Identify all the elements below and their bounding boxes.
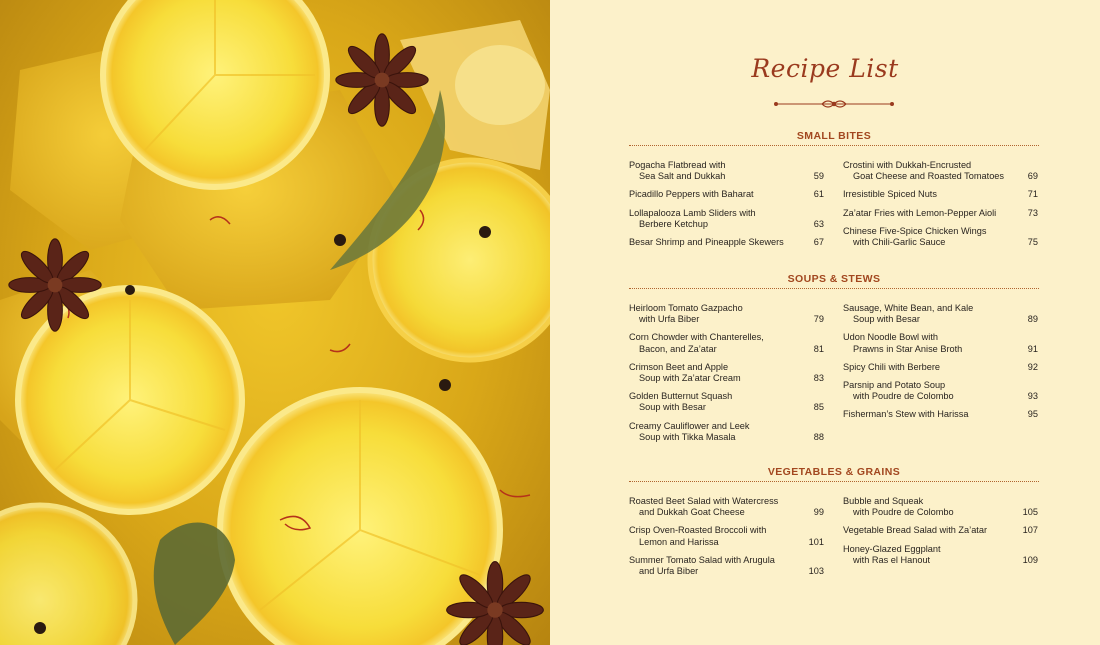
- recipe-page-number: 105: [1022, 507, 1038, 518]
- title-ornament-divider: [772, 98, 896, 110]
- recipe-page-number: 67: [813, 237, 824, 248]
- recipe-title-line1: Sausage, White Bean, and Kale: [843, 303, 974, 313]
- section-dotted-rule: [629, 481, 1039, 482]
- recipe-title-line2: with Poudre de Colombo: [853, 391, 954, 402]
- recipe-page-number: 59: [813, 171, 824, 182]
- recipe-page-number: 71: [1027, 189, 1038, 200]
- recipe-entry: [843, 189, 1038, 200]
- recipe-title-line1: Pogacha Flatbread with: [629, 160, 726, 170]
- recipe-title-line1: Irresistible Spiced Nuts: [843, 189, 937, 200]
- recipe-entry: [843, 226, 1038, 248]
- recipe-title-line2: Lemon and Harissa: [639, 536, 719, 547]
- section-dotted-rule: [629, 145, 1039, 146]
- recipe-entry: [629, 332, 824, 354]
- section-heading: SMALL BITES: [796, 130, 872, 142]
- recipe-entry: [629, 208, 824, 230]
- recipe-page-number: 103: [808, 566, 824, 577]
- recipe-entry: [629, 362, 824, 384]
- recipe-page-number: 109: [1022, 554, 1038, 565]
- recipe-title-line2: and Urfa Biber: [639, 566, 699, 577]
- recipe-title-line1: Heirloom Tomato Gazpacho: [629, 303, 743, 313]
- recipe-title-line1: Udon Noodle Bowl with: [843, 332, 938, 343]
- recipe-column-left: [629, 160, 824, 255]
- recipe-title-line2: with Chili-Garlic Sauce: [853, 237, 946, 248]
- recipe-title-line1: Bubble and Squeak: [843, 496, 924, 506]
- recipe-title-line1: Summer Tomato Salad with Arugula: [629, 554, 775, 565]
- recipe-title-line1: Lollapalooza Lamb Sliders with: [629, 207, 756, 218]
- recipe-title-line1: Crimson Beet and Apple: [629, 361, 729, 372]
- recipe-title-line1: Za’atar Fries with Lemon-Pepper Aioli: [843, 207, 997, 218]
- recipe-entry: [843, 496, 1038, 518]
- recipe-entry: [629, 421, 824, 443]
- recipe-column-right: [843, 496, 1038, 573]
- recipe-title-line1: Chinese Five-Spice Chicken Wings: [843, 225, 987, 236]
- recipe-page-number: 75: [1027, 237, 1038, 248]
- section-heading: SOUPS & STEWS: [787, 273, 881, 285]
- recipe-entry: [843, 303, 1038, 325]
- recipe-title-line1: Honey-Glazed Eggplant: [843, 543, 941, 554]
- recipe-list-page: [550, 0, 1100, 645]
- recipe-title-line1: Vegetable Bread Salad with Za’atar: [843, 525, 988, 536]
- recipe-title-line2: with Poudre de Colombo: [853, 507, 954, 518]
- recipe-title-line1: Crisp Oven-Roasted Broccoli with: [629, 525, 767, 536]
- recipe-title-line1: Golden Butternut Squash: [629, 391, 733, 402]
- recipe-title-line1: Picadillo Peppers with Baharat: [629, 189, 754, 200]
- recipe-page-number: 81: [813, 343, 824, 354]
- recipe-title-line1: Roasted Beet Salad with Watercress: [629, 496, 779, 506]
- recipe-column-left: [629, 303, 824, 450]
- recipe-title-line2: Berbere Ketchup: [639, 218, 708, 229]
- recipe-title-line2: Goat Cheese and Roasted Tomatoes: [853, 171, 1005, 182]
- recipe-column-right: [843, 160, 1038, 255]
- recipe-entry: [843, 380, 1038, 402]
- recipe-title-line1: Creamy Cauliflower and Leek: [629, 420, 750, 431]
- recipe-title-line2: with Ras el Hanout: [853, 554, 931, 565]
- recipe-page-number: 85: [813, 402, 824, 413]
- recipe-page-number: 63: [813, 218, 824, 229]
- recipe-page-number: 107: [1022, 525, 1038, 536]
- recipe-entry: [843, 332, 1038, 354]
- section-dotted-rule: [629, 288, 1039, 289]
- recipe-title-line2: Soup with Za’atar Cream: [639, 373, 741, 384]
- recipe-entry: [629, 189, 824, 200]
- recipe-title-line1: Fisherman’s Stew with Harissa: [843, 409, 969, 420]
- recipe-page-number: 83: [813, 373, 824, 384]
- recipe-page-number: 79: [813, 314, 824, 325]
- recipe-entry: [629, 496, 824, 518]
- recipe-entry: [629, 391, 824, 413]
- page-title: Recipe List: [751, 54, 899, 83]
- recipe-page-number: 93: [1027, 391, 1038, 402]
- recipe-entry: [629, 303, 824, 325]
- recipe-page-number: 92: [1027, 361, 1038, 372]
- recipe-title-line2: Bacon, and Za’atar: [639, 343, 717, 354]
- recipe-title-line2: Soup with Besar: [853, 314, 920, 325]
- recipe-page-number: 101: [808, 536, 824, 547]
- recipe-column-right: [843, 303, 1038, 428]
- recipe-title-line1: Corn Chowder with Chanterelles,: [629, 332, 764, 343]
- recipe-entry: [629, 525, 824, 547]
- recipe-title-line1: Crostini with Dukkah-Encrusted: [843, 160, 972, 170]
- recipe-page-number: 69: [1027, 171, 1038, 182]
- recipe-entry: [843, 208, 1038, 219]
- section-heading: VEGETABLES & GRAINS: [767, 466, 901, 478]
- recipe-page-number: 61: [813, 189, 824, 200]
- recipe-page-number: 99: [813, 507, 824, 518]
- recipe-title-line2: Soup with Tikka Masala: [639, 431, 736, 442]
- recipe-title-line2: Soup with Besar: [639, 402, 706, 413]
- recipe-page-number: 88: [813, 431, 824, 442]
- recipe-page-number: 89: [1027, 314, 1038, 325]
- recipe-page-number: 91: [1027, 343, 1038, 354]
- recipe-entry: [629, 555, 824, 577]
- recipe-entry: [629, 237, 824, 248]
- recipe-entry: [843, 160, 1038, 182]
- recipe-entry: [843, 544, 1038, 566]
- recipe-title-line1: Spicy Chili with Berbere: [843, 361, 941, 372]
- recipe-page-number: 73: [1027, 207, 1038, 218]
- recipe-entry: [843, 409, 1038, 420]
- recipe-title-line2: Prawns in Star Anise Broth: [853, 343, 963, 354]
- recipe-title-line2: Sea Salt and Dukkah: [639, 171, 726, 182]
- recipe-title-line1: Besar Shrimp and Pineapple Skewers: [629, 237, 784, 248]
- recipe-entry: [843, 362, 1038, 373]
- recipe-title-line1: Parsnip and Potato Soup: [843, 380, 946, 391]
- recipe-entry: [629, 160, 824, 182]
- recipe-title-line2: and Dukkah Goat Cheese: [639, 507, 745, 518]
- recipe-title-line2: with Urfa Biber: [639, 314, 700, 325]
- recipe-entry: [843, 525, 1038, 536]
- recipe-page-number: 95: [1027, 409, 1038, 420]
- recipe-column-left: [629, 496, 824, 584]
